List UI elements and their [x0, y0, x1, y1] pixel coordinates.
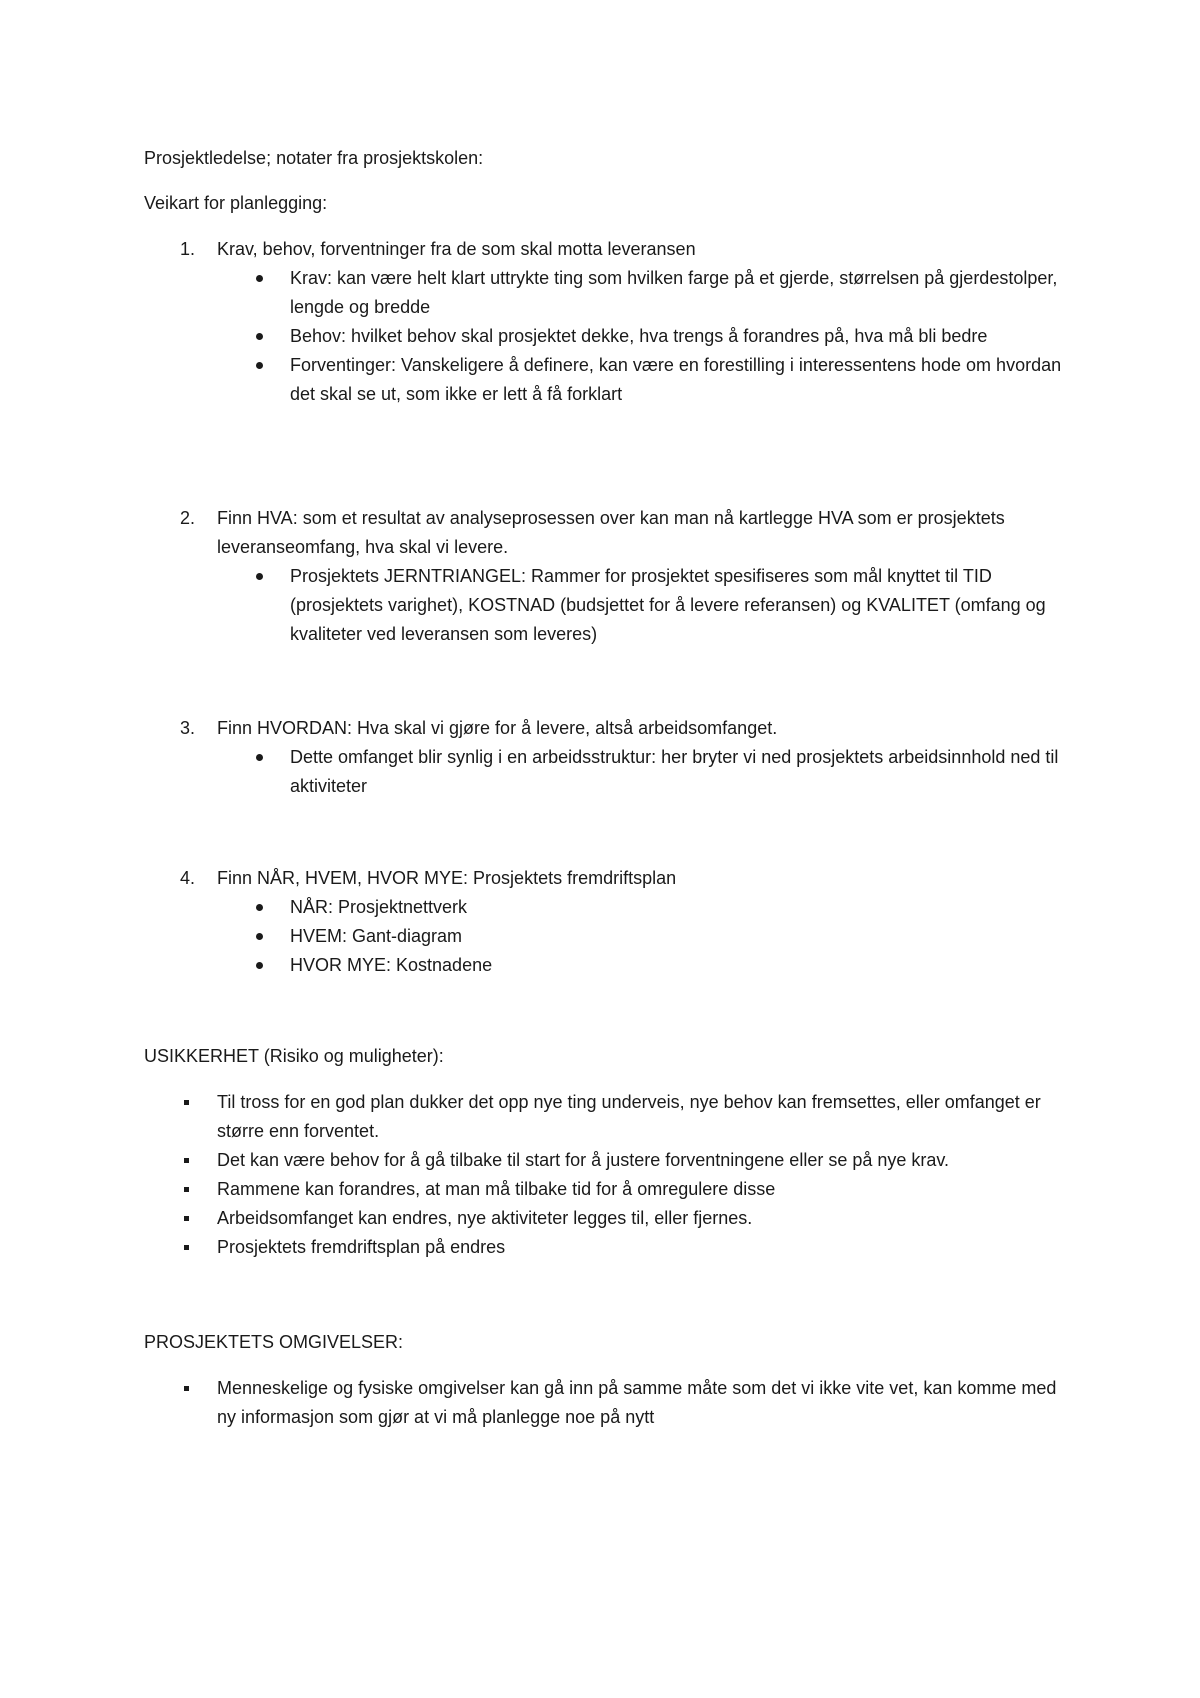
- list-item: Det kan være behov for å gå tilbake til start for å justere forventningene eller se på nye krav.: [144, 1146, 1064, 1175]
- roadmap-step: [144, 714, 1064, 801]
- list-item: HVEM: Gant-diagram: [144, 922, 1064, 951]
- bullet-icon: [256, 275, 263, 282]
- roadmap-heading: Veikart for planlegging:: [144, 193, 328, 213]
- bullet-icon: [256, 962, 263, 969]
- roadmap-step: [144, 504, 1064, 649]
- step-bullet-list: [144, 562, 1064, 649]
- step-text: Finn HVORDAN: Hva skal vi gjøre for å levere, altså arbeidsomfanget.: [217, 718, 778, 738]
- list-item: Arbeidsomfanget kan endres, nye aktiviteter legges til, eller fjernes.: [144, 1204, 1064, 1233]
- bullet-icon: [256, 333, 263, 340]
- bullet-icon: [256, 904, 263, 911]
- list-item: Til tross for en god plan dukker det opp nye ting underveis, nye behov kan fremsettes, eller omfanget er større enn forventet.: [144, 1088, 1064, 1146]
- step-text: Finn HVA: som et resultat av analyseprosessen over kan man nå kartlegge HVA som er prosjektets leveranseomfang, hva skal vi levere.: [217, 508, 1005, 557]
- surroundings-list: [144, 1374, 1064, 1432]
- uncertainty-list: [144, 1088, 1064, 1262]
- list-item: Prosjektets fremdriftsplan på endres: [144, 1233, 1064, 1262]
- list-item: HVOR MYE: Kostnadene: [144, 951, 1064, 980]
- square-bullet-icon: [184, 1386, 189, 1391]
- uncertainty-heading: USIKKERHET (Risiko og muligheter):: [144, 1046, 444, 1066]
- square-bullet-icon: [184, 1216, 189, 1221]
- square-bullet-icon: [184, 1245, 189, 1250]
- list-item: Dette omfanget blir synlig i en arbeidsstruktur: her bryter vi ned prosjektets arbeidsinnhold ned til aktiviteter: [144, 743, 1064, 801]
- surroundings-heading: PROSJEKTETS OMGIVELSER:: [144, 1332, 404, 1352]
- roadmap-step: [144, 864, 1064, 980]
- square-bullet-icon: [184, 1158, 189, 1163]
- step-bullet-list: [144, 264, 1064, 409]
- step-number: 1.: [180, 239, 196, 259]
- roadmap-step: [144, 235, 1064, 409]
- list-item: NÅR: Prosjektnettverk: [144, 893, 1064, 922]
- document-title: Prosjektledelse; notater fra prosjektskolen:: [144, 148, 484, 168]
- list-item: Menneskelige og fysiske omgivelser kan gå inn på samme måte som det vi ikke vite vet, kan komme med ny informasjon som gjør at vi må planlegge noe på nytt: [144, 1374, 1064, 1432]
- bullet-icon: [256, 573, 263, 580]
- step-number: 2.: [180, 508, 196, 528]
- bullet-icon: [256, 933, 263, 940]
- step-number: 3.: [180, 718, 196, 738]
- bullet-icon: [256, 362, 263, 369]
- list-item: Krav: kan være helt klart uttrykte ting som hvilken farge på et gjerde, størrelsen på gjerdestolper, lengde og bredde: [144, 264, 1064, 322]
- step-bullet-list: [144, 893, 1064, 980]
- list-item: Forventinger: Vanskeligere å definere, kan være en forestilling i interessentens hode om hvordan det skal se ut, som ikke er lett å få forklart: [144, 351, 1064, 409]
- square-bullet-icon: [184, 1100, 189, 1105]
- step-bullet-list: [144, 743, 1064, 801]
- step-number: 4.: [180, 868, 196, 888]
- list-item: Behov: hvilket behov skal prosjektet dekke, hva trengs å forandres på, hva må bli bedre: [144, 322, 1064, 351]
- step-text: Krav, behov, forventninger fra de som skal motta leveransen: [217, 239, 696, 259]
- list-item: Rammene kan forandres, at man må tilbake tid for å omregulere disse: [144, 1175, 1064, 1204]
- bullet-icon: [256, 754, 263, 761]
- list-item: Prosjektets JERNTRIANGEL: Rammer for prosjektet spesifiseres som mål knyttet til TID (prosjektets varighet), KOSTNAD (budsjettet for å levere referansen) og KVALITET (omfang og kvaliteter ved leveransen som leveres): [144, 562, 1064, 649]
- square-bullet-icon: [184, 1187, 189, 1192]
- step-text: Finn NÅR, HVEM, HVOR MYE: Prosjektets fremdriftsplan: [217, 868, 677, 888]
